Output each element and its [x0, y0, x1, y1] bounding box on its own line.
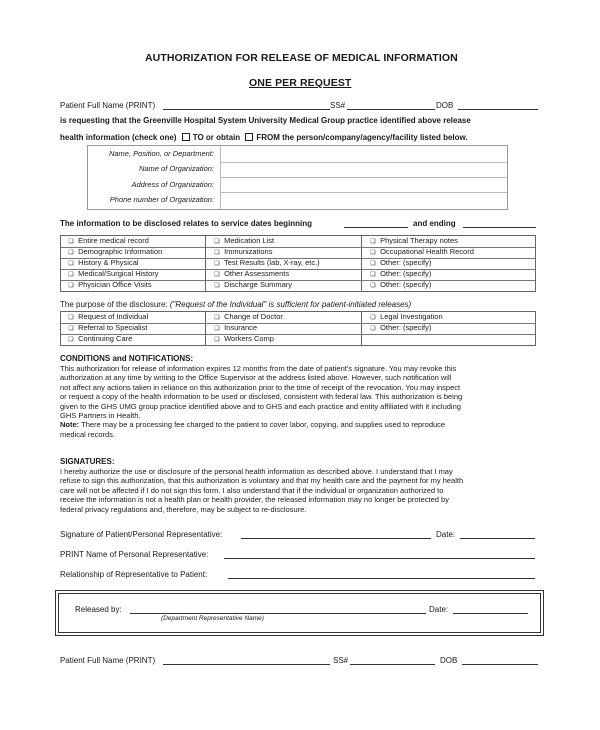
page-subtitle: ONE PER REQUEST — [249, 77, 352, 89]
print-name-field[interactable] — [224, 558, 535, 559]
signatures-text — [60, 467, 550, 514]
purpose-item[interactable] — [212, 312, 283, 321]
request-line-2 — [60, 133, 468, 142]
release-date-label: Date: — [429, 605, 449, 614]
released-by-label: Released by: — [75, 605, 122, 614]
purpose-note: ("Request of the Individual" is sufficient for patient-initiated releases) — [169, 300, 412, 309]
info-item[interactable] — [368, 236, 458, 245]
purpose-item-label: Referral to Specialist — [78, 323, 148, 332]
checkbox-icon: ❑ — [214, 250, 220, 256]
info-item-label: Other: (specify) — [380, 269, 432, 278]
info-item-label: Medical/Surgical History — [78, 269, 159, 278]
checkbox-icon: ❑ — [68, 283, 74, 289]
purpose-item[interactable] — [66, 323, 147, 332]
checkbox-icon: ❑ — [370, 315, 376, 321]
org-phone-input[interactable] — [221, 192, 505, 207]
org-address-input[interactable] — [221, 177, 505, 191]
release-date-field[interactable] — [453, 613, 528, 614]
purpose-item[interactable] — [212, 334, 274, 343]
purpose-item[interactable] — [368, 323, 431, 332]
purpose-line — [60, 300, 411, 309]
conditions-line: or request a copy of the health information to be used or disclosed, consistent with federal law. This authorization is being — [60, 392, 463, 402]
patient-name-field[interactable] — [163, 109, 330, 110]
org-name-input[interactable] — [221, 146, 505, 161]
conditions-note — [60, 420, 550, 429]
checkbox-icon: ❑ — [370, 250, 376, 256]
org-organization-input[interactable] — [221, 162, 505, 176]
ss-field[interactable] — [347, 109, 435, 110]
footer-dob-label: DOB — [440, 656, 458, 665]
conditions-heading: CONDITIONS and NOTIFICATIONS: — [60, 354, 194, 363]
purpose-item-label: Legal Investigation — [380, 312, 443, 321]
org-field-name-position: Name, Position, or Department: — [108, 149, 214, 158]
page-title: AUTHORIZATION FOR RELEASE OF MEDICAL INFORMATION — [145, 52, 458, 64]
info-item[interactable] — [212, 236, 274, 245]
date-beginning-field[interactable] — [344, 227, 408, 228]
purpose-item-label: Request of Individual — [78, 312, 149, 321]
signatures-line: refuse to sign this authorization, that this authorization is voluntary and that my health care and the payment for my health — [60, 476, 464, 486]
to-label: TO — [192, 133, 204, 142]
footer-ss-field[interactable] — [350, 664, 435, 665]
purpose-item-label: Insurance — [224, 323, 258, 332]
request-line-1: is requesting that the Greenville Hospital System University Medical Group practice identified above release — [60, 116, 471, 125]
info-item-label: Test Results (lab, X-ray, etc.) — [223, 258, 320, 267]
checkbox-icon: ❑ — [370, 272, 376, 278]
info-item[interactable] — [66, 269, 159, 278]
checkbox-icon: ❑ — [214, 261, 220, 267]
request-line-2-text: health information (check one) — [60, 133, 177, 142]
org-field-phone: Phone number of Organization: — [109, 195, 214, 204]
date-ending-field[interactable] — [463, 227, 536, 228]
purpose-item-label: Change of Doctor — [224, 312, 283, 321]
info-item-label: History & Physical — [78, 258, 139, 267]
signatures-line: receive the information is not a health plan or health provider, the released information may no longer be protected by — [60, 495, 449, 505]
conditions-note-cont: medical records. — [60, 429, 116, 439]
info-item-label: Immunizations — [224, 247, 273, 256]
footer-patient-name-field[interactable] — [163, 664, 330, 665]
and-ending-label: and ending — [413, 219, 456, 228]
from-label: FROM the person/company/agency/facility listed below. — [256, 133, 468, 142]
service-dates-label: The information to be disclosed relates to service dates beginning — [60, 219, 313, 228]
info-item[interactable] — [66, 280, 152, 289]
conditions-text — [60, 364, 550, 439]
purpose-item[interactable] — [212, 323, 257, 332]
footer-ss-label: SS# — [333, 656, 349, 665]
checkbox-icon: ❑ — [214, 283, 220, 289]
purpose-item[interactable] — [66, 312, 148, 321]
info-item[interactable] — [212, 280, 292, 289]
from-checkbox[interactable] — [245, 133, 253, 141]
info-item[interactable] — [368, 280, 431, 289]
footer-patient-name-label: Patient Full Name (PRINT) — [60, 656, 156, 665]
purpose-item-label: Continuing Care — [78, 334, 133, 343]
checkbox-icon: ❑ — [214, 326, 220, 332]
note-label: Note: — [60, 420, 80, 430]
checkbox-icon: ❑ — [68, 315, 74, 321]
signatures-heading: SIGNATURES: — [60, 457, 115, 466]
org-field-address: Address of Organization: — [131, 180, 214, 189]
relationship-label: Relationship of Representative to Patient: — [60, 570, 208, 579]
info-item[interactable] — [368, 258, 431, 267]
signature-date-field[interactable] — [460, 538, 535, 539]
info-item-label: Discharge Summary — [224, 280, 293, 289]
purpose-label: The purpose of the disclosure: — [60, 300, 168, 309]
dob-field[interactable] — [458, 109, 538, 110]
signatures-line: care will not be affected if I do not sign this form. I also understand that if the individual or organization authorized to — [60, 485, 444, 495]
info-item[interactable] — [368, 247, 474, 256]
purpose-item[interactable] — [66, 334, 132, 343]
info-item-label: Entire medical record — [78, 236, 149, 245]
checkbox-icon: ❑ — [370, 239, 376, 245]
checkbox-icon: ❑ — [370, 326, 376, 332]
conditions-line: given to the GHS UMG group practice identified above and to GHS and each practice and entity affiliated with it including — [60, 401, 461, 411]
conditions-line: not affect any actions taken in reliance on this authorization prior to the time of receipt of the revocation. You may inspect — [60, 382, 461, 392]
signature-label: Signature of Patient/Personal Representative: — [60, 530, 223, 539]
org-field-organization: Name of Organization: — [138, 164, 214, 173]
info-item[interactable] — [212, 247, 272, 256]
conditions-line: GHS Partners in Health. — [60, 411, 141, 421]
signatures-line: I hereby authorize the use or disclosure of the personal health information as described above. I understand that I may — [60, 467, 453, 476]
checkbox-icon: ❑ — [68, 337, 74, 343]
relationship-field[interactable] — [228, 578, 535, 579]
or-obtain-label: or obtain — [205, 133, 241, 142]
released-by-field[interactable] — [130, 613, 426, 614]
purpose-item-label: Workers Comp — [224, 334, 274, 343]
signature-date-label: Date: — [436, 530, 456, 539]
info-item[interactable] — [66, 258, 139, 267]
checkbox-icon: ❑ — [68, 239, 74, 245]
checkbox-icon: ❑ — [214, 272, 220, 278]
info-item-label: Other: (specify) — [380, 258, 432, 267]
patient-name-label: Patient Full Name (PRINT) — [60, 101, 156, 110]
info-item[interactable] — [368, 269, 431, 278]
checkbox-icon: ❑ — [68, 272, 74, 278]
info-item[interactable] — [66, 236, 149, 245]
info-item[interactable] — [66, 247, 162, 256]
info-item-label: Physician Office Visits — [78, 280, 152, 289]
checkbox-icon: ❑ — [214, 337, 220, 343]
purpose-item[interactable] — [368, 312, 443, 321]
checkbox-icon: ❑ — [68, 250, 74, 256]
info-item-label: Other Assessments — [224, 269, 290, 278]
signature-field[interactable] — [241, 538, 431, 539]
conditions-line: This authorization for release of information expires 12 months from the date of patient's signature. You may revoke this — [60, 364, 457, 373]
info-item-label: Medication List — [224, 236, 275, 245]
note-text: There may be a processing fee charged to the patient to cover labor, copying, and supplies used to reproduce — [79, 420, 446, 430]
ss-label: SS# — [330, 101, 346, 110]
info-item-label: Other: (specify) — [380, 280, 432, 289]
department-caption: (Department Representative Name) — [161, 615, 264, 622]
purpose-item-label: Other: (specify) — [380, 323, 432, 332]
conditions-line: authorization at any time by writing to the Office Supervisor at the address listed above. However, such notification will — [60, 373, 452, 383]
dob-label: DOB — [436, 101, 454, 110]
info-item-label: Demographic Information — [78, 247, 163, 256]
to-checkbox[interactable] — [182, 133, 190, 141]
signatures-line: federal privacy regulations and, therefore, may be subject to re-disclosure. — [60, 504, 307, 514]
checkbox-icon: ❑ — [214, 239, 220, 245]
checkbox-icon: ❑ — [370, 261, 376, 267]
footer-dob-field[interactable] — [462, 664, 538, 665]
info-item-label: Physical Therapy notes — [380, 236, 458, 245]
info-item[interactable] — [212, 258, 320, 267]
checkbox-icon: ❑ — [214, 315, 220, 321]
print-name-label: PRINT Name of Personal Representative: — [60, 550, 209, 559]
checkbox-icon: ❑ — [370, 283, 376, 289]
info-item-label: Occupational Health Record — [380, 247, 474, 256]
checkbox-icon: ❑ — [68, 326, 74, 332]
info-item[interactable] — [212, 269, 289, 278]
checkbox-icon: ❑ — [68, 261, 74, 267]
